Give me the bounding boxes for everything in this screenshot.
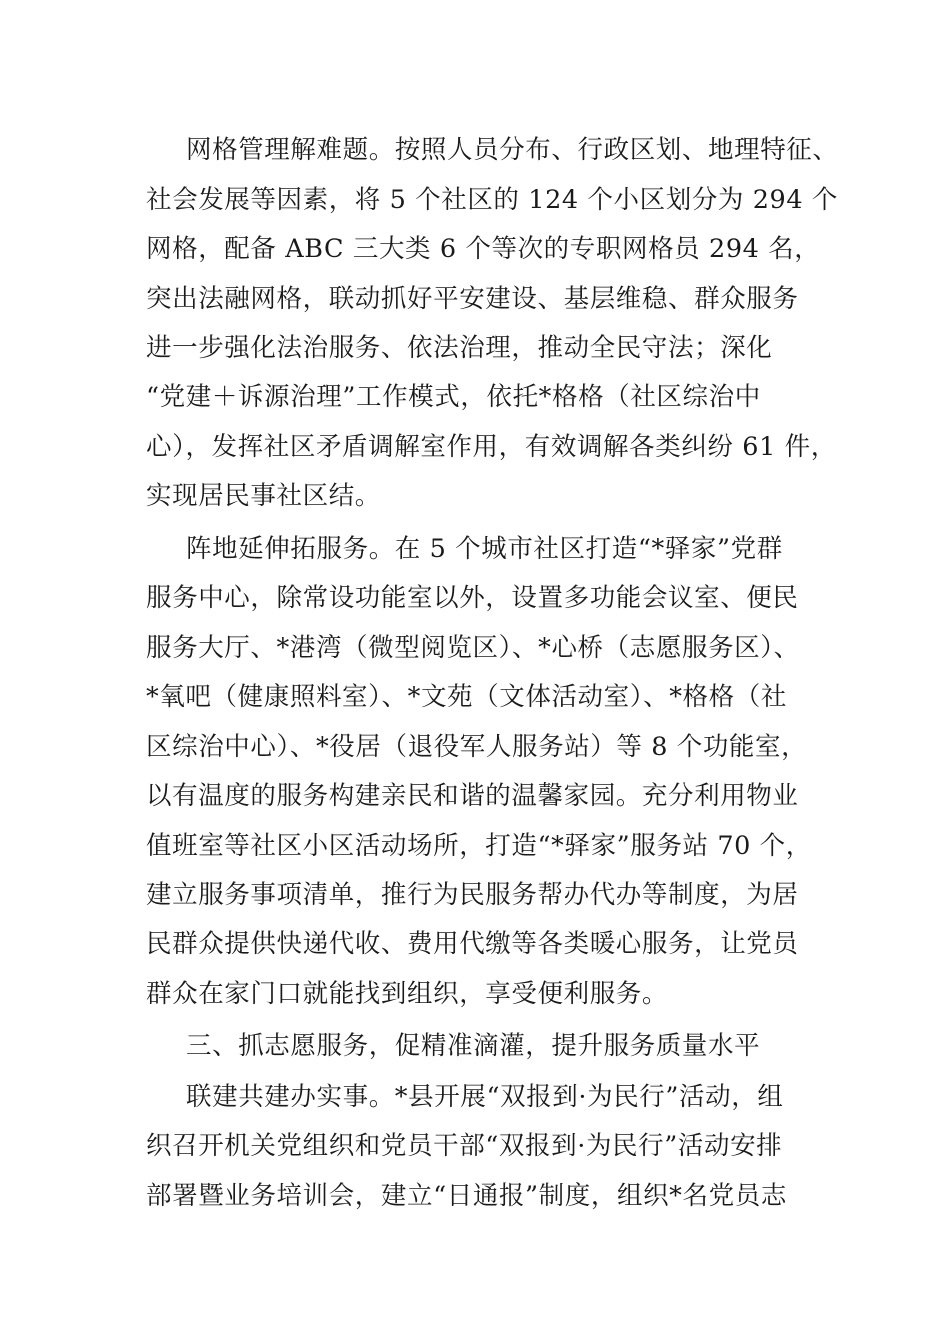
paragraph-position-service-line-4: *氧吧（健康照料室）、*文苑（文体活动室）、*格格（社	[146, 682, 787, 712]
paragraph-position-service-line-9: 民群众提供快递代收、费用代缴等各类暖心服务，让党员	[146, 929, 799, 959]
paragraph-position-service-line-5: 区综治中心）、*役居（退役军人服务站）等 8 个功能室，	[146, 732, 808, 762]
paragraph-grid-management-line-1: 网格管理解难题。按照人员分布、行政区划、地理特征、	[186, 135, 839, 165]
paragraph-grid-management-line-4: 突出法融网格，联动抓好平安建设、基层维稳、群众服务	[146, 284, 799, 314]
paragraph-grid-management-line-8: 实现居民事社区结。	[146, 481, 381, 511]
paragraph-joint-construction-line-1: 联建共建办实事。*县开展“双报到·为民行”活动，组	[186, 1082, 784, 1112]
paragraph-grid-management-line-3: 网格，配备 ABC 三大类 6 个等次的专职网格员 294 名，	[146, 234, 821, 264]
section-heading-volunteer-service: 三、抓志愿服务，促精准滴灌，提升服务质量水平	[186, 1031, 761, 1061]
paragraph-position-service-line-7: 值班室等社区小区活动场所，打造“*驿家”服务站 70 个，	[146, 831, 812, 861]
paragraph-position-service-line-8: 建立服务事项清单，推行为民服务帮办代办等制度，为居	[146, 880, 799, 910]
paragraph-position-service-line-1: 阵地延伸拓服务。在 5 个城市社区打造“*驿家”党群	[186, 534, 783, 564]
paragraph-grid-management-line-7: 心），发挥社区矛盾调解室作用，有效调解各类纠纷 61 件，	[146, 432, 837, 462]
paragraph-position-service-line-10: 群众在家门口就能找到组织，享受便利服务。	[146, 979, 669, 1009]
paragraph-position-service-line-3: 服务大厅、*港湾（微型阅览区）、*心桥（志愿服务区）、	[146, 633, 800, 663]
paragraph-grid-management-line-2: 社会发展等因素，将 5 个社区的 124 个小区划分为 294 个	[146, 185, 839, 215]
paragraph-position-service-line-6: 以有温度的服务构建亲民和谐的温馨家园。充分利用物业	[146, 781, 799, 811]
paragraph-joint-construction-line-2: 织召开机关党组织和党员干部“双报到·为民行”活动安排	[146, 1131, 783, 1161]
paragraph-grid-management-line-5: 进一步强化法治服务、依法治理，推动全民守法；深化	[146, 333, 773, 363]
paragraph-joint-construction-line-3: 部署暨业务培训会，建立“日通报”制度，组织*名党员志	[146, 1181, 787, 1211]
paragraph-grid-management-line-6: “党建＋诉源治理”工作模式，依托*格格（社区综治中	[146, 382, 761, 412]
paragraph-position-service-line-2: 服务中心，除常设功能室以外，设置多功能会议室、便民	[146, 583, 799, 613]
